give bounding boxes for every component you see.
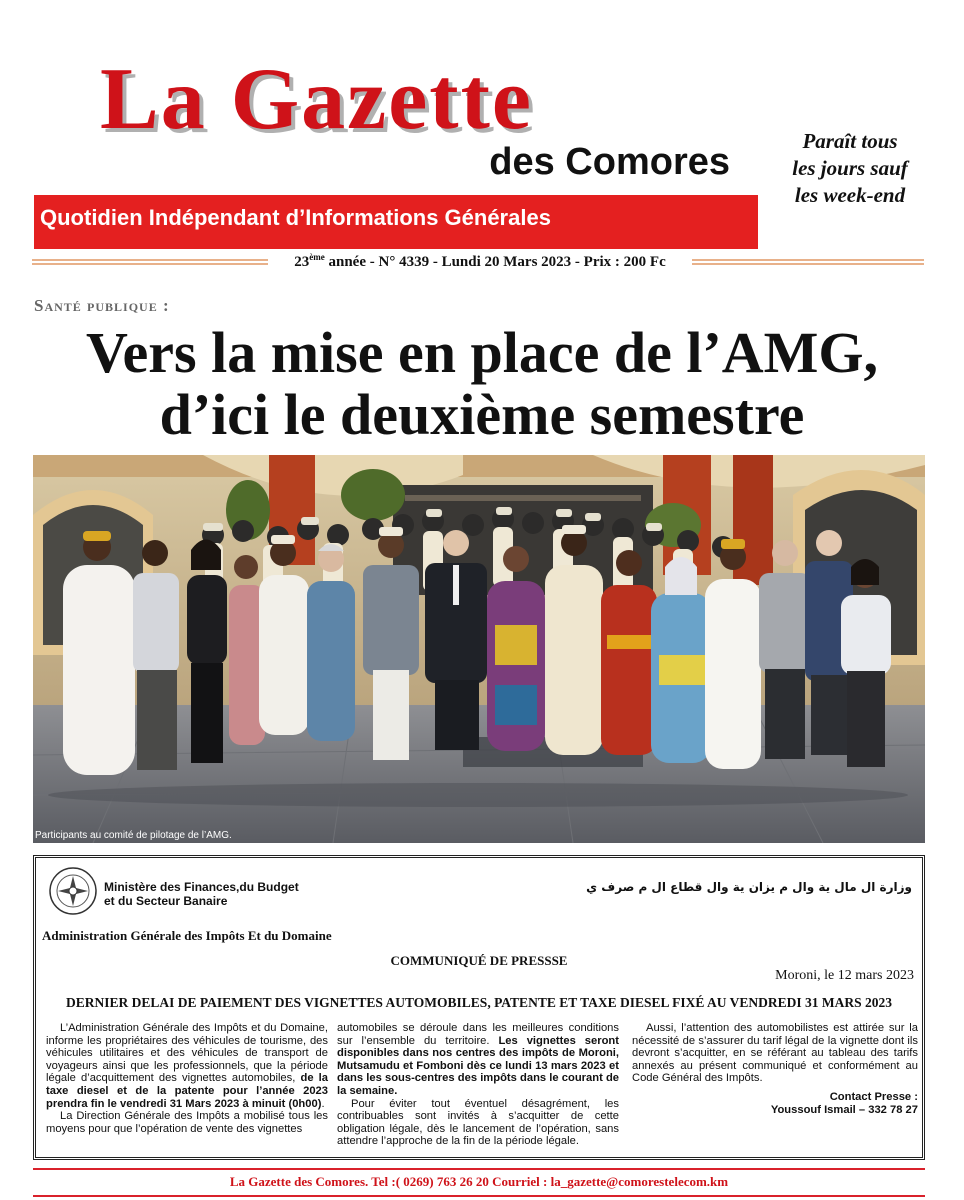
tagline-band (34, 195, 758, 249)
article-kicker: Santé publique : (34, 296, 170, 315)
frequency-line: Paraît tous (802, 129, 898, 153)
paragraph (46, 1022, 328, 1110)
frequency-line: les jours sauf (792, 156, 908, 180)
issue-divider-left (32, 259, 268, 265)
paragraph: Pour éviter tout éventuel désagrément, les contribuables sont invités à s’acquitter de cette obligation légale, dès le lancement de l’opération, sans attendre l’approche de la fin de la période légale. (337, 1097, 619, 1148)
issue-divider-right (692, 259, 924, 265)
ministry-name (104, 880, 299, 908)
frequency-line: les week-end (794, 183, 906, 207)
issue-info (280, 252, 680, 271)
paragraph: Aussi, l’attention des automobilistes est attirée sur la nécessité de s’assurer du tarif légal de la vignette dont ils devront s’acquitter, en se référant au tableau des tarifs annexés au présent communiqué et conformément au Code Général des Impôts. (632, 1022, 918, 1085)
tax-administration: Administration Générale des Impôts Et du Domaine (42, 928, 332, 943)
newspaper-title: La Gazette (100, 51, 533, 148)
footer-contact: La Gazette des Comores. Tel :( 0269) 763 26 20 Courriel : la_gazette@comorestelecom.km (229, 1174, 729, 1189)
photo-caption: Participants au comité de pilotage de l’AMG. (35, 830, 232, 841)
press-release-title: COMMUNIQUÉ DE PRESSSE (390, 953, 568, 968)
paragraph-text: . (321, 1097, 325, 1110)
publication-frequency (772, 128, 928, 209)
press-release-column-3 (632, 1022, 918, 1116)
paragraph-text: L’Administration Générale des Impôts et du Domaine, informe les propriétaires des véhicules de tourisme, des véhicules utilitaires et des véhicules de transport de voyageurs ainsi que les professionnels, que la période légale d’acquittement des vignettes automobiles, (46, 1022, 328, 1085)
group-photo-illustration (33, 455, 925, 843)
issue-year: 23 (294, 254, 310, 270)
issue-year-suffix: ème (309, 252, 325, 262)
ministry-name-line: et du Secteur Banaire (104, 894, 228, 908)
ministry-name-arabic: وزارة ال مال ية وال م يزان ية وال قطاع ال م صرف ي (586, 880, 912, 894)
ministry-name-line: Ministère des Finances,du Budget (104, 880, 299, 894)
headline-line: Vers la mise en place de l’AMG, (85, 320, 878, 385)
issue-details: année - N° 4339 - Lundi 20 Mars 2023 - Prix : 200 Fc (324, 254, 666, 270)
press-release-date: Moroni, le 12 mars 2023 (775, 968, 914, 983)
paragraph-emphasis: de la taxe diesel et de la patente pour l’année 2023 prendra fin le vendredi 31 Mars 2023 à minuit (0h00) (46, 1072, 328, 1110)
ministry-header (48, 866, 408, 928)
paragraph-text: automobiles se déroule dans les meilleures conditions sur l’ensemble du territoire. (337, 1022, 619, 1047)
press-contact-label: Contact Presse : (829, 1090, 918, 1103)
footer-rule-bottom (33, 1195, 925, 1197)
group-photo (33, 455, 925, 843)
press-contact-value: Youssouf Ismail – 332 78 27 (770, 1103, 918, 1116)
paragraph (337, 1022, 619, 1098)
press-release-column-1 (46, 1022, 328, 1135)
tagline: Quotidien Indépendant d’Informations Générales (40, 205, 551, 230)
press-contact (632, 1091, 918, 1116)
paragraph: La Direction Générale des Impôts a mobilisé tous les moyens pour que l’opération de vente des vignettes (46, 1110, 328, 1135)
newspaper-subtitle: des Comores (489, 141, 730, 183)
paragraph-emphasis: Les vignettes seront disponibles dans nos centres des impôts de Moroni, Mutsamudu et Fomboni dès ce lundi 13 mars 2023 et dans les sous-centres des impôts dans le courant de la semaine. (337, 1034, 619, 1097)
article-headline (30, 322, 934, 446)
press-release-subject: DERNIER DELAI DE PAIEMENT DES VIGNETTES AUTOMOBILES, PATENTE ET TAXE DIESEL FIXÉ AU VENDREDI 31 MARS 2023 (65, 995, 893, 1010)
press-release-box (33, 855, 925, 1160)
masthead (34, 50, 758, 250)
press-release-column-2 (337, 1022, 619, 1148)
headline-line: d’ici le deuxième semestre (159, 382, 805, 447)
footer-rule-top (33, 1168, 925, 1170)
national-emblem-icon (48, 866, 98, 916)
